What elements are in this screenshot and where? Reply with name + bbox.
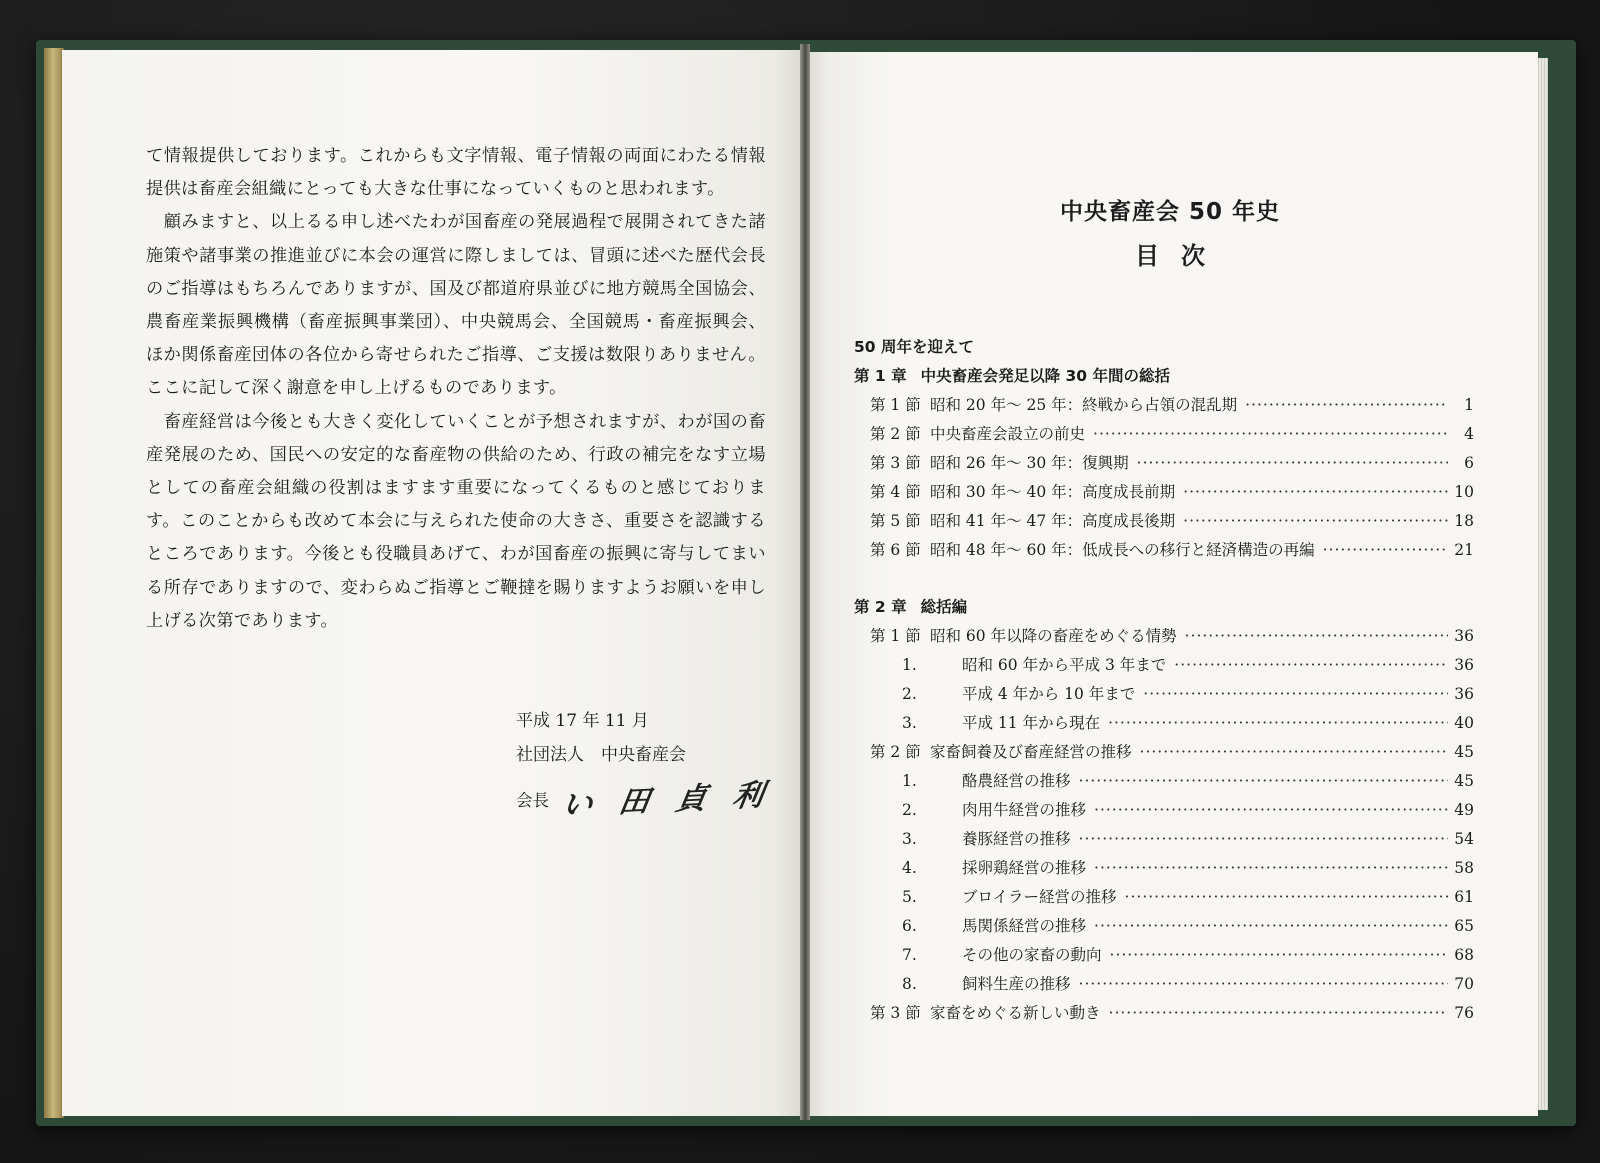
- toc-subsection-row: [854, 970, 1474, 999]
- book-gutter: [800, 44, 810, 1120]
- leader-dots: [1094, 854, 1448, 883]
- leader-dots: [1110, 941, 1448, 970]
- section-title: 中央畜産会設立の前史: [930, 425, 1086, 443]
- section-number: 3.: [902, 714, 917, 732]
- leader-dots: [1183, 478, 1448, 507]
- page-number: 65: [1454, 917, 1474, 935]
- section-title: 養豚経営の推移: [962, 830, 1071, 848]
- toc-chapter-heading: [854, 333, 1474, 362]
- page-number: 61: [1454, 888, 1474, 906]
- leader-dots: [1174, 651, 1448, 680]
- section-title: 平成 11 年から現在: [962, 714, 1101, 732]
- page-number: 36: [1454, 685, 1474, 703]
- toc-chapter-heading: [854, 593, 1474, 622]
- section-title: 飼料生産の推移: [962, 975, 1071, 993]
- section-title: 昭和 60 年から平成 3 年まで: [962, 656, 1167, 674]
- section-number: 8.: [902, 975, 917, 993]
- toc-subsection-row: [854, 709, 1474, 738]
- chapter-title: 50 周年を迎えて: [854, 338, 974, 356]
- section-title: 昭和 60 年以降の畜産をめぐる情勢: [930, 627, 1177, 645]
- section-number: 7.: [902, 946, 917, 964]
- section-number: 第 2 節: [870, 425, 921, 443]
- paragraph: 顧みますと、以上るる申し述べたわが国畜産の発展過程で展開されてきた諸施策や諸事業の推進並びに本会の運営に際しましては、冒頭に述べた歴代会長のご指導はもちろんでありますが、国及び都道府県並びに地方競馬全国協会、農畜産業振興機構（畜産振興事業団）、中央競馬会、全国競馬・畜産振興会、ほか関係畜産団体の各位から寄せられたご指導、ご支援は数限りありません。ここに記して深く謝意を申し上げるものであります。: [146, 212, 766, 399]
- page-number: 58: [1454, 859, 1474, 877]
- chapter-number: 第 2 章: [854, 598, 907, 616]
- toc-subsection-row: [854, 825, 1474, 854]
- leader-dots: [1108, 709, 1448, 738]
- section-title: 昭和 26 年〜 30 年：復興期: [930, 454, 1129, 472]
- toc-chapter-heading: [854, 362, 1474, 391]
- page-number: 6: [1464, 454, 1474, 472]
- toc-section-row: [854, 536, 1474, 565]
- toc-subsection-row: [854, 767, 1474, 796]
- leader-dots: [1094, 912, 1448, 941]
- section-title: 採卵鶏経営の推移: [962, 859, 1087, 877]
- chapter-title: 中央畜産会発足以降 30 年間の総括: [920, 367, 1170, 385]
- leader-dots: [1323, 536, 1448, 565]
- section-title: その他の家畜の動向: [962, 946, 1102, 964]
- section-number: 2.: [902, 801, 917, 819]
- section-title: 家畜をめぐる新しい動き: [930, 1004, 1101, 1022]
- page-number: 18: [1454, 512, 1474, 530]
- section-number: 5.: [902, 888, 917, 906]
- toc-section-row: [854, 999, 1474, 1028]
- section-number: 1.: [902, 772, 917, 790]
- page-number: 36: [1454, 627, 1474, 645]
- handwritten-signature: い 田 貞 利: [559, 777, 775, 824]
- book-title: 中央畜産会 50 年史: [1059, 199, 1281, 225]
- section-number: 4.: [902, 859, 917, 877]
- table-of-contents: [854, 333, 1474, 1028]
- toc-subsection-row: [854, 854, 1474, 883]
- section-title: 馬関係経営の推移: [962, 917, 1087, 935]
- page-number: 45: [1454, 772, 1474, 790]
- section-number: 第 2 節: [870, 743, 921, 761]
- section-title: 昭和 30 年〜 40 年：高度成長前期: [930, 483, 1176, 501]
- leader-dots: [1079, 825, 1448, 854]
- page-number: 36: [1454, 656, 1474, 674]
- leader-dots: [1137, 449, 1448, 478]
- section-title: 肉用牛経営の推移: [962, 801, 1087, 819]
- page-number: 68: [1454, 946, 1474, 964]
- page-number: 40: [1454, 714, 1474, 732]
- page-number: 1: [1464, 396, 1474, 414]
- page-number: 54: [1454, 830, 1474, 848]
- paragraph: て情報提供しております。これからも文字情報、電子情報の両面にわたる情報提供は畜産会組織にとっても大きな仕事になっていくものと思われます。: [146, 146, 766, 200]
- leader-dots: [1185, 622, 1448, 651]
- toc-subsection-row: [854, 680, 1474, 709]
- toc-heading: 目次: [1135, 242, 1227, 270]
- leader-dots: [1079, 767, 1448, 796]
- page-number: 45: [1454, 743, 1474, 761]
- section-title: ブロイラー経営の推移: [962, 888, 1117, 906]
- signature-block: [516, 704, 775, 824]
- toc-subsection-row: [854, 912, 1474, 941]
- toc-section-row: [854, 420, 1474, 449]
- toc-section-row: [854, 622, 1474, 651]
- section-number: 6.: [902, 917, 917, 935]
- section-title: 家畜飼養及び畜産経営の推移: [930, 743, 1132, 761]
- leader-dots: [1140, 738, 1448, 767]
- signer-row: [516, 777, 775, 824]
- section-title: 昭和 20 年〜 25 年：終戦から占領の混乱期: [930, 396, 1238, 414]
- leader-dots: [1079, 970, 1448, 999]
- page-number: 70: [1454, 975, 1474, 993]
- toc-subsection-row: [854, 883, 1474, 912]
- organization-line: 社団法人 中央畜産会: [516, 745, 686, 765]
- leader-dots: [1245, 391, 1448, 420]
- toc-section-row: [854, 507, 1474, 536]
- section-number: 2.: [902, 685, 917, 703]
- section-title: 昭和 41 年〜 47 年：高度成長後期: [930, 512, 1176, 530]
- toc-spacer: [854, 565, 1474, 593]
- toc-section-row: [854, 391, 1474, 420]
- preface-body-text: [146, 140, 766, 638]
- section-number: 1.: [902, 656, 917, 674]
- toc-section-row: [854, 478, 1474, 507]
- gilt-page-edge: [44, 48, 64, 1118]
- toc-subsection-row: [854, 651, 1474, 680]
- page-number: 21: [1454, 541, 1474, 559]
- leader-dots: [1093, 420, 1448, 449]
- page-number: 76: [1454, 1004, 1474, 1022]
- section-number: 第 5 節: [870, 512, 921, 530]
- section-number: 第 1 節: [870, 396, 921, 414]
- section-number: 第 3 節: [870, 1004, 921, 1022]
- leader-dots: [1125, 883, 1448, 912]
- toc-section-row: [854, 738, 1474, 767]
- section-number: 第 4 節: [870, 483, 921, 501]
- section-number: 第 3 節: [870, 454, 921, 472]
- section-title: 酪農経営の推移: [962, 772, 1071, 790]
- leader-dots: [1109, 999, 1448, 1028]
- section-number: 第 1 節: [870, 627, 921, 645]
- leader-dots: [1183, 507, 1448, 536]
- signer-title: 会長: [516, 791, 549, 810]
- chapter-number: 第 1 章: [854, 367, 907, 385]
- section-number: 第 6 節: [870, 541, 921, 559]
- paragraph: 畜産経営は今後とも大きく変化していくことが予想されますが、わが国の畜産発展のため、国民への安定的な畜産物の供給のため、行政の補完をなす立場としての畜産会組織の役割はますます重要になってくるものと感じております。このことからも改めて本会に与えられた使命の大きさ、重要さを認識するところであります。今後とも役職員あげて、わが国畜産の振興に寄与してまいる所存でありますので、変わらぬご指導とご鞭撻を賜りますようお願いを申し上げる次第であります。: [146, 411, 766, 631]
- page-number: 49: [1454, 801, 1474, 819]
- date-line: 平成 17 年 11 月: [516, 711, 649, 731]
- leader-dots: [1094, 796, 1448, 825]
- toc-subsection-row: [854, 796, 1474, 825]
- leader-dots: [1143, 680, 1448, 709]
- page-number: 4: [1464, 425, 1474, 443]
- toc-subsection-row: [854, 941, 1474, 970]
- section-number: 3.: [902, 830, 917, 848]
- chapter-title: 総括編: [920, 598, 968, 616]
- section-title: 昭和 48 年〜 60 年：低成長への移行と経済構造の再編: [930, 541, 1315, 559]
- page-number: 10: [1454, 483, 1474, 501]
- section-title: 平成 4 年から 10 年まで: [962, 685, 1136, 703]
- toc-section-row: [854, 449, 1474, 478]
